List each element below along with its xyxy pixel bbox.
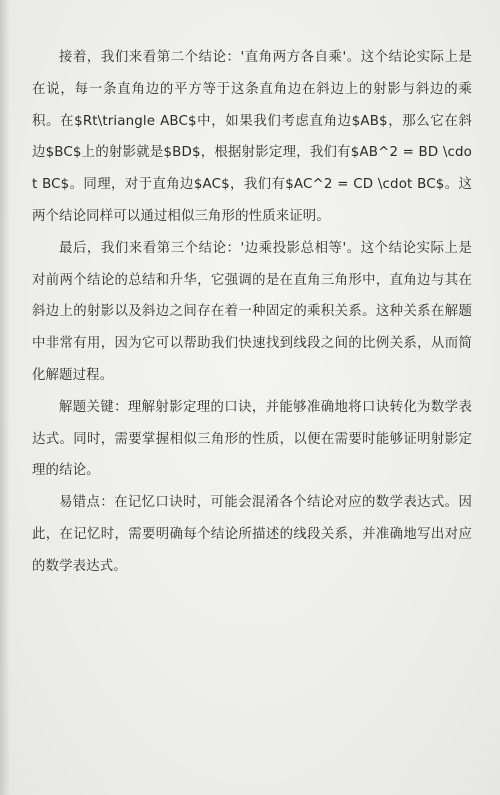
paragraph-second-conclusion: 接着，我们来看第二个结论：'直角两方各自乘'。这个结论实际上是在说，每一条直角边的平方等于这条直角边在斜边上的射影与斜边的乘积。在$Rt\triangle ABC$中，如果我们考虑直角边$AB$，那么它在斜边$BC$上的射影就是$BD$，根据射影定理，我们有$AB^2 = BD \cdot BC$。同理，对于直角边$AC$，我们有$AC^2 = CD \cdot BC$。这两个结论同样可以通过相似三角形的性质来证明。 (32, 50, 472, 224)
page-edge-shadow (0, 0, 10, 795)
paragraph-third-conclusion: 最后，我们来看第三个结论：'边乘投影总相等'。这个结论实际上是对前两个结论的总结和升华，它强调的是在直角三角形中，直角边与其在斜边上的射影以及斜边之间存在着一种固定的乘积关系。这种关系在解题中非常有用，因为它可以帮助我们快速找到线段之间的比例关系，从而简化解题过程。 (32, 240, 472, 383)
paragraph-key-to-solution: 解题关键：理解射影定理的口诀，并能够准确地将口诀转化为数学表达式。同时，需要掌握相似三角形的性质，以便在需要时能够证明射影定理的结论。 (32, 399, 472, 479)
document-body (32, 42, 472, 583)
paragraph-common-mistakes: 易错点：在记忆口诀时，可能会混淆各个结论对应的数学表达式。因此，在记忆时，需要明确每个结论所描述的线段关系，并准确地写出对应的数学表达式。 (32, 495, 472, 574)
